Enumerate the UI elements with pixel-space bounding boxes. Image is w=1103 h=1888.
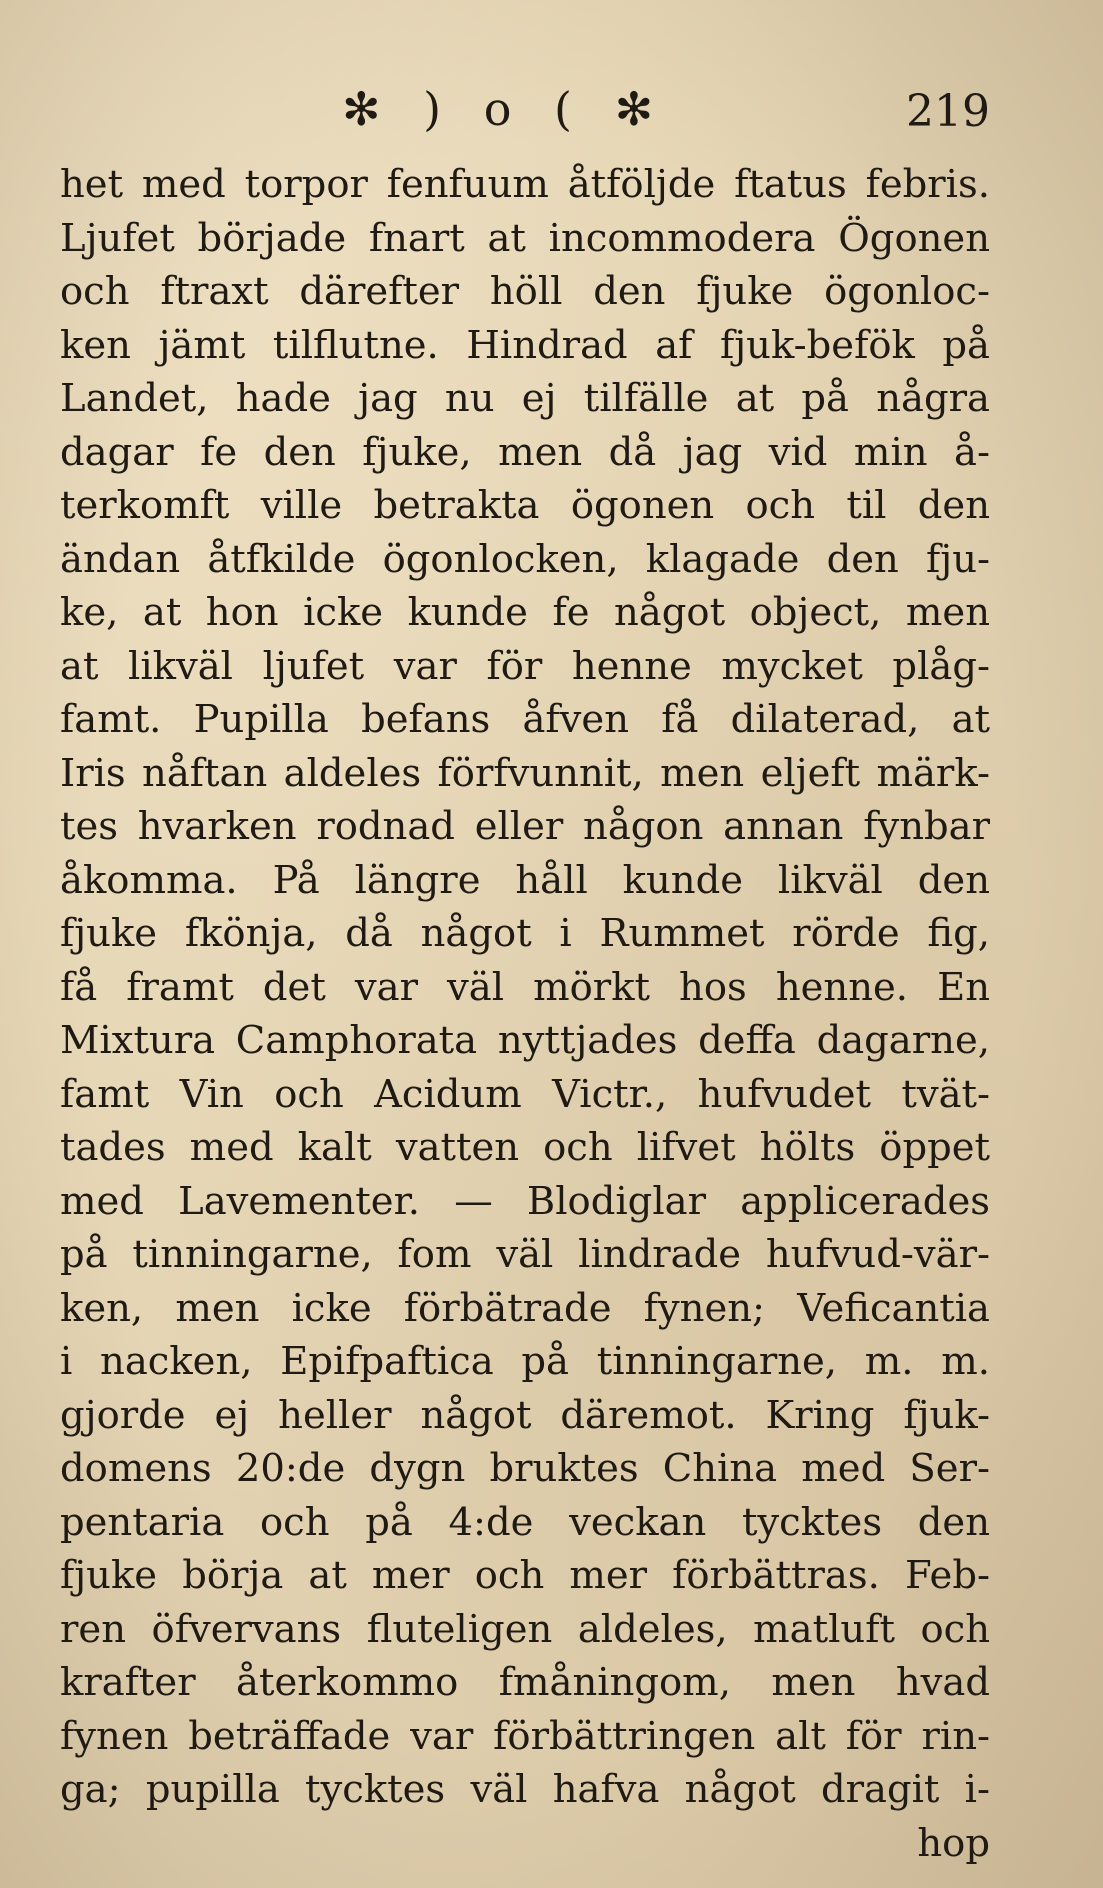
text-line: tades med kalt vatten och lifvet hölts öppet [60, 1125, 990, 1170]
text-line: med Lavementer. — Blodiglar applicerades [60, 1178, 990, 1224]
text-line: ga; pupilla tycktes väl hafva något dragit i- [60, 1767, 990, 1812]
page-header [60, 82, 990, 152]
text-line: at likväl ljufet var för henne mycket plåg- [60, 643, 990, 689]
text-line: fjuke börja at mer och mer förbättras. Feb- [60, 1553, 990, 1598]
text-line: het med torpor fenfuum åtföljde ftatus febris. [60, 162, 990, 207]
text-line: ken jämt tilflutne. Hindrad af fjuk-befök på [60, 322, 990, 368]
text-line: ändan åtfkilde ögonlocken, klagade den fju- [60, 536, 990, 582]
page-number: 219 [906, 86, 990, 137]
running-head-ornament: ✻ ) o ( ✻ [342, 82, 668, 136]
text-line: fjuke fkönja, då något i Rummet rörde fig, [60, 911, 990, 956]
text-line: ke, at hon icke kunde fe något object, men [60, 590, 990, 635]
text-line: Ljufet började fnart at incommodera Ögonen [60, 215, 990, 261]
text-line: och ftraxt därefter höll den fjuke ögonloc- [60, 269, 990, 314]
text-line: i nacken, Epifpaftica på tinningarne, m. m. [60, 1339, 990, 1384]
text-line: Iris nåftan aldeles förfvunnit, men eljeft märk- [60, 750, 990, 796]
text-line: Landet, hade jag nu ej tilfälle at på några [60, 376, 990, 421]
text-line: ken, men icke förbätrade fynen; Veficantia [60, 1285, 990, 1331]
text-line: krafter återkommo fmåningom, men hvad [60, 1660, 990, 1705]
text-line: terkomft ville betrakta ögonen och til den [60, 483, 990, 528]
text-line: famt. Pupilla befans åfven få dilaterad, at [60, 697, 990, 742]
catchword: hop [917, 1820, 990, 1866]
text-line: fynen beträffade var förbättringen alt för rin- [60, 1713, 990, 1759]
text-line: Mixtura Camphorata nyttjades deffa dagarne, [60, 1018, 990, 1063]
text-line: på tinningarne, fom väl lindrade hufvud-vär- [60, 1232, 990, 1277]
text-line: pentaria och på 4:de veckan tycktes den [60, 1499, 990, 1545]
text-line: ren öfvervans fluteligen aldeles, matluft och [60, 1606, 990, 1652]
text-line: tes hvarken rodnad eller någon annan fynbar [60, 804, 990, 849]
text-line: gjorde ej heller något däremot. Kring fjuk- [60, 1392, 990, 1438]
text-line: åkomma. På längre håll kunde likväl den [60, 857, 990, 903]
body-text [60, 158, 990, 1870]
text-line: famt Vin och Acidum Victr., hufvudet tvät- [60, 1071, 990, 1117]
text-line: domens 20:de dygn bruktes China med Ser- [60, 1446, 990, 1491]
text-line: få framt det var väl mörkt hos henne. En [60, 964, 990, 1010]
text-line: dagar fe den fjuke, men då jag vid min å- [60, 429, 990, 475]
